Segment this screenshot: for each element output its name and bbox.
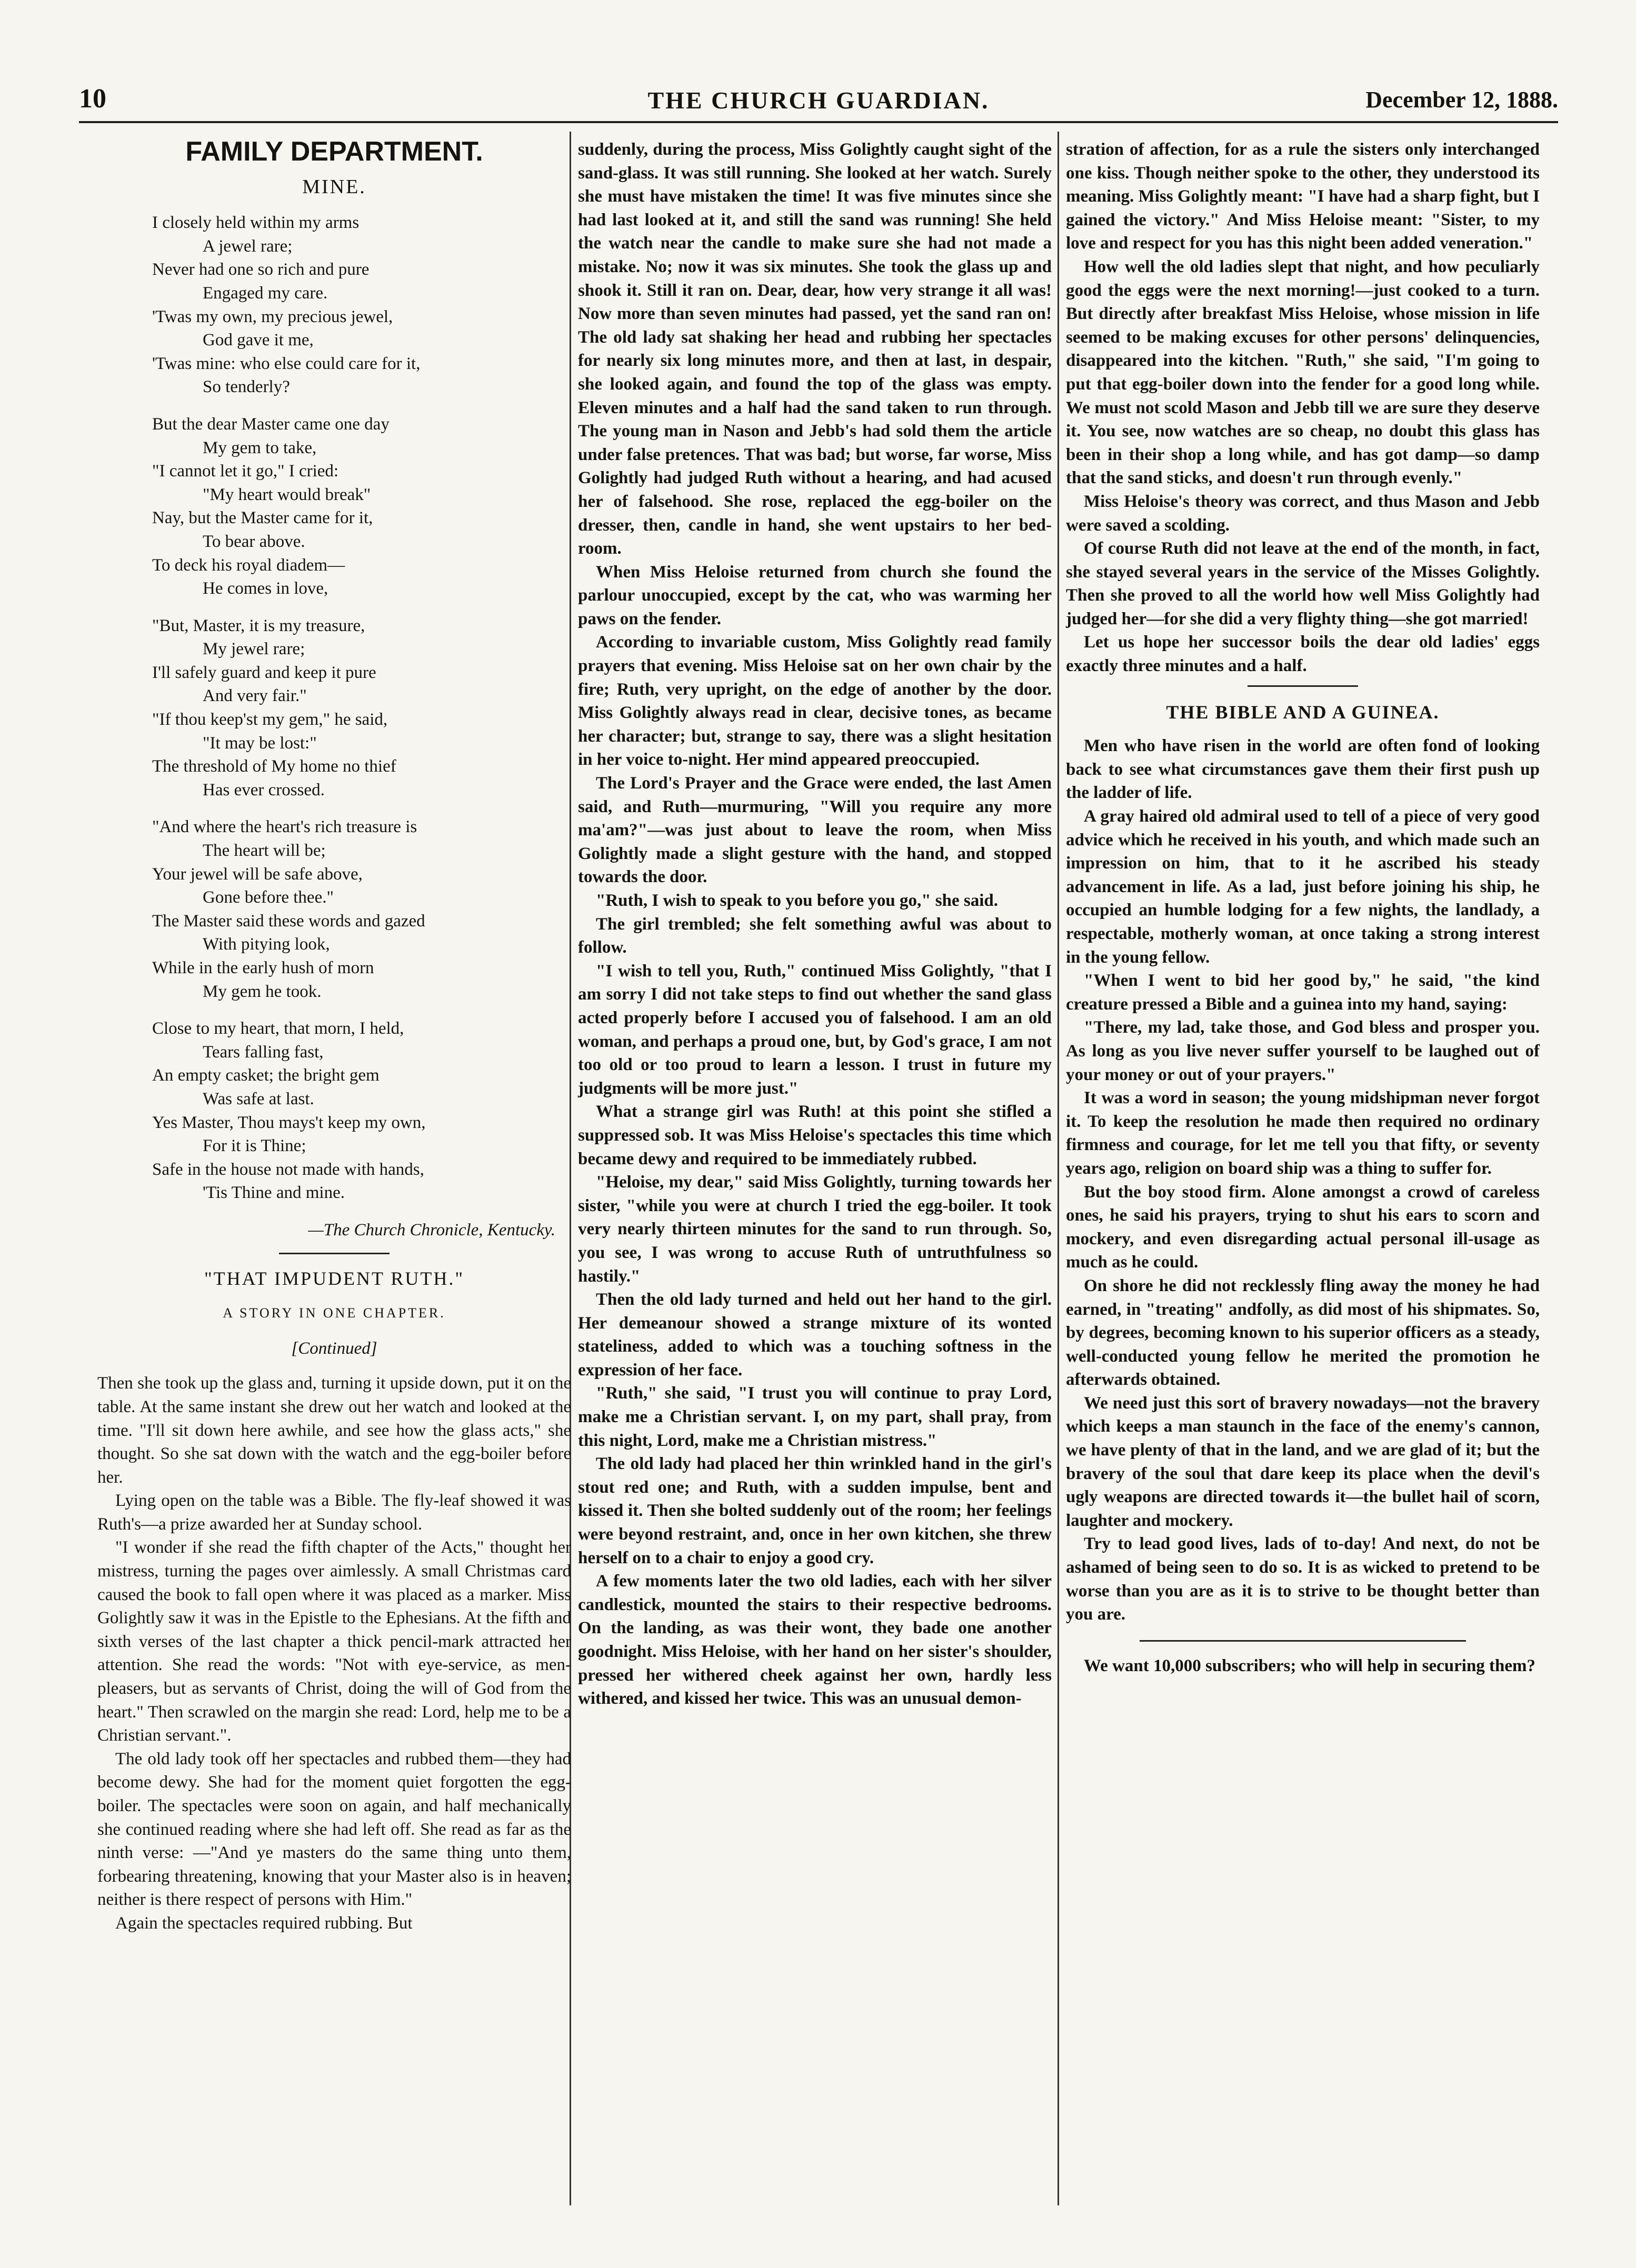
story-title: "THAT IMPUDENT RUTH." — [204, 1267, 465, 1289]
poem-line: Gone before thee." — [203, 888, 334, 907]
poem-line: Has ever crossed. — [203, 780, 325, 800]
section-divider — [279, 1253, 390, 1254]
poem-stanza — [152, 211, 571, 399]
poem-line: 'Tis Thine and mine. — [203, 1183, 345, 1203]
story-paragraph: What a strange girl was Ruth! at this point she stifled a suppressed sob. It was Miss Heloise's spectacles this time which became dewy and required to be immediately rubbed. — [578, 1102, 1052, 1168]
story-paragraph: suddenly, during the process, Miss Golightly caught sight of the sand-glass. It was still running. She looked at her watch. Surely she must have mistaken the time! It was five minutes since she had last looked at it, and still the sand was running! She held the watch near the candle to make sure she had not made a mistake. No; now it was six minutes. She took the glass up and shook it. Still it ran on. Dear, dear, how very strange it all was! Now more than seven minutes had passed, yet the sand ran on! The old lady sat shaking her head and rubbing her spectacles for nearly six long minutes more, and then at last, in despair, she looked again, and found the top of the glass was empty. Eleven minutes and a half had the sand taken to run through. The young man in Nason and Jebb's had sold them the article under false pretences. That was bad; but worse, far worse, Miss Golightly had judged Ruth without a hearing, and had acused her of falsehood. She rose, replaced the egg-boiler on the dresser, then, candle in hand, she went upstairs to her bed-room. — [578, 140, 1052, 558]
poem-line: "And where the heart's rich treasure is — [152, 817, 417, 837]
poem-line: My jewel rare; — [203, 640, 305, 659]
poem-line: A jewel rare; — [203, 236, 293, 256]
poem-line: "It may be lost:" — [203, 733, 317, 753]
poem-stanza — [152, 614, 571, 802]
story-paragraph: "I wish to tell you, Ruth," continued Miss Golightly, "that I am sorry I did not take steps to find out whether the sand glass acted properly before I accused you of falsehood. I am an old woman, and perhaps a proud one, but, by God's grace, I am not too old or too proud to learn a lesson. I trust in future my judgments will be more just." — [578, 961, 1052, 1098]
story-paragraph: Let us hope her successor boils the dear old ladies' eggs exactly three minutes and a half. — [1066, 633, 1540, 676]
poem-stanza — [152, 1017, 571, 1205]
story-paragraph: "Ruth, I wish to speak to you before you go," she said. — [596, 891, 998, 910]
page-number: 10 — [79, 84, 106, 114]
poem-line: 'Twas mine: who else could care for it, — [152, 354, 421, 373]
poem-line: Yes Master, Thou mays't keep my own, — [152, 1113, 426, 1132]
column-divider — [1058, 132, 1059, 2205]
page-header — [79, 79, 1558, 123]
poem-line: So tenderly? — [203, 377, 290, 397]
poem-line: While in the early hush of morn — [152, 958, 374, 977]
department-heading: FAMILY DEPARTMENT. — [185, 136, 483, 167]
story-paragraph: Then the old lady turned and held out her hand to the girl. Her demeanour showed a strange mixture of its wonted stateliness, added to which was a touching softness in the expression of her face. — [578, 1290, 1052, 1380]
column-2 — [578, 138, 1052, 1711]
poem-line: For it is Thine; — [203, 1136, 306, 1156]
story-paragraph: "Ruth," she said, "I trust you will continue to pray Lord, make me a Christian servant. I, on my part, shall pray, from this night, Lord, make me a Christian mistress." — [578, 1384, 1052, 1450]
poem-line: I'll safely guard and keep it pure — [152, 663, 376, 682]
column-1 — [97, 138, 571, 1935]
section-divider — [1140, 1640, 1466, 1642]
poem-stanza — [152, 413, 571, 601]
story-paragraph: According to invariable custom, Miss Golightly read family prayers that evening. Miss Heloise sat on her own chair by the fire; Ruth, very upright, on the edge of another by the door. Miss Golightly always read in clear, decisive tones, as became her character; but, strange to say, there was a slight hesitation in her voice to-night. Her mind appeared preoccupied. — [578, 633, 1052, 770]
poem — [152, 211, 571, 1205]
issue-date: December 12, 1888. — [1365, 87, 1558, 113]
poem-line: Never had one so rich and pure — [152, 260, 370, 279]
story-subtitle: A STORY IN ONE CHAPTER. — [223, 1305, 446, 1321]
story-paragraph: How well the old ladies slept that night, and how peculiarly good the eggs were the next morning!—just cooked to a turn. But directly after breakfast Miss Heloise, whose mission in life seemed to be making excuses for other persons' delinquencies, disappeared into the kitchen. "Ruth," she said, "I'm going to put that egg-boiler down into the fender for a good long while. We must not scold Mason and Jebb till we are sure they deserve it. You see, now watches are so cheap, no doubt this glass has been in their shop a long while, and has got damp—so damp that the sand sticks, and doesn't run through evenly." — [1066, 257, 1540, 488]
story-paragraph: When Miss Heloise returned from church she found the parlour unoccupied, except by the cat, who was warming her paws on the fender. — [578, 562, 1052, 628]
poem-line: "But, Master, it is my treasure, — [152, 616, 365, 635]
poem-line: "My heart would break" — [203, 485, 371, 504]
poem-line: My gem he took. — [203, 982, 322, 1001]
story-paragraph: Then she took up the glass and, turning it upside down, put it on the table. At the same instant she drew out her watch and looked at the time. "I'll sit down here awhile, and see how the glass acts," she thought. So she sat down with the watch and the egg-boiler before her. — [97, 1374, 571, 1487]
masthead-title: THE CHURCH GUARDIAN. — [647, 87, 990, 114]
poem-line: With pitying look, — [203, 935, 330, 954]
poem-credit: —The Church Chronicle, Kentucky. — [308, 1220, 555, 1240]
article-paragraph: "There, my lad, take those, and God bless and prosper you. As long as you live never suffer yourself to be laughed out of your money or out of your prayers." — [1066, 1018, 1540, 1084]
poem-line: Close to my heart, that morn, I held, — [152, 1019, 404, 1038]
article-paragraph: It was a word in season; the young midshipman never forgot it. To keep the resolution he made then required no ordinary firmness and courage, for let me tell you that fifty, or seventy years ago, religion on board ship was a thing to suffer for. — [1066, 1088, 1540, 1178]
poem-line: The Master said these words and gazed — [152, 911, 425, 931]
poem-line: Tears falling fast, — [203, 1042, 324, 1062]
story-paragraph: Lying open on the table was a Bible. The fly-leaf showed it was Ruth's—a prize awarded her at Sunday school. — [97, 1491, 571, 1534]
poem-line: An empty casket; the bright gem — [152, 1066, 380, 1085]
poem-line: 'Twas my own, my precious jewel, — [152, 307, 393, 326]
poem-line: The heart will be; — [203, 841, 326, 861]
poem-line: Safe in the house not made with hands, — [152, 1160, 424, 1179]
poem-line: God gave it me, — [203, 331, 314, 350]
poem-line: To bear above. — [203, 532, 305, 551]
poem-title: MINE. — [302, 175, 366, 198]
poem-line: Your jewel will be safe above, — [152, 864, 363, 884]
article-paragraph: A gray haired old admiral used to tell of a piece of very good advice which he received in his youth, and which made such an impression on him, that to it he ascribed his steady advancement in life. As a lad, just before joining his ship, he occupied an humble lodging for a few nights, the landlady, a respectable, motherly woman, at once taking a strong interest in the young fellow. — [1066, 807, 1540, 967]
poem-line: Engaged my care. — [203, 283, 328, 303]
poem-line: Was safe at last. — [203, 1089, 314, 1108]
poem-line: I closely held within my arms — [152, 213, 360, 233]
section-divider — [1248, 685, 1358, 687]
story-paragraph: The girl trembled; she felt something awful was about to follow. — [578, 914, 1052, 957]
article-paragraph: Men who have risen in the world are often fond of looking back to see what circumstances gave them their first push up the ladder of life. — [1066, 736, 1540, 803]
article-paragraph: We need just this sort of bravery nowadays—not the bravery which keeps a man staunch in the face of the enemy's cannon, we have plenty of that in the land, and we are glad of it; but the bravery of the soul that dare keep its place when the devil's ugly weapons are directed towards it—the bullet hail of scorn, laughter and mockery. — [1066, 1393, 1540, 1530]
story-paragraph: Again the spectacles required rubbing. But — [115, 1913, 413, 1933]
poem-line: To deck his royal diadem— — [152, 555, 345, 575]
story-paragraph: The old lady had placed her thin wrinkled hand in the girl's stout red one; and Ruth, with a sudden impulse, bent and kissed it. Then she bolted suddenly out of the room; her feelings were beyond restraint, and, once in her own kitchen, she threw herself on to a chair to enjoy a good cry. — [578, 1454, 1052, 1567]
article-paragraph: Try to lead good lives, lads of to-day! And next, do not be ashamed of being seen to do so. It is as wicked to pretend to be worse than you are as it is to strive to be thought better than you are. — [1066, 1534, 1540, 1624]
continued-note: [Continued] — [291, 1338, 377, 1358]
poem-line: But the dear Master came one day — [152, 414, 390, 434]
story-paragraph: The old lady took off her spectacles and rubbed them—they had become dewy. She had for the moment quiet forgotten the egg-boiler. The spectacles were soon on again, and half mechanically she continued reading where she had left off. She read as far as the ninth verse: —"And ye masters do the same thing unto them, forbearing threatening, knowing that your Master also is in heaven; neither is there respect of persons with Him." — [97, 1749, 571, 1910]
article-paragraph: On shore he did not recklessly fling away the money he had earned, in "treating" andfolly, as did most of his shipmates. So, by degrees, becoming known to his superior officers as a steady, well-conducted young fellow he merited the promotion he afterwards obtained. — [1066, 1276, 1540, 1390]
article-title: THE BIBLE AND A GUINEA. — [1166, 701, 1440, 723]
poem-line: He comes in love, — [203, 579, 328, 598]
poem-line: My gem to take, — [203, 438, 317, 457]
column-3 — [1066, 138, 1540, 1677]
article-paragraph: "When I went to bid her good by," he said, "the kind creature pressed a Bible and a guinea into my hand, saying: — [1066, 971, 1540, 1014]
story-paragraph: Of course Ruth did not leave at the end of the month, in fact, she stayed several years in the service of the Misses Golightly. Then she proved to all the world how well Miss Golightly had judged her—for she did a very flighty thing—she got married! — [1066, 539, 1540, 628]
story-paragraph: "I wonder if she read the fifth chapter of the Acts," thought her mistress, turning the pages over aimlessly. A small Christmas card caused the book to fall open where it was placed as a marker. Miss Golightly saw it was in the Epistle to the Ephesians. At the fifth and sixth verses of the last chapter a thick pencil-mark attracted her attention. She read the words: "Not with eye-service, as men-pleasers, but as servants of Christ, doing the will of God from the heart." Then scrawled on the margin she read: Lord, help me to be a Christian servant.". — [97, 1538, 571, 1745]
poem-stanza — [152, 815, 571, 1003]
story-paragraph: The Lord's Prayer and the Grace were ended, the last Amen said, and Ruth—murmuring, "Will you require any more ma'am?"—was just about to leave the room, when Miss Golightly made a slight gesture with the hand, and stopped towards the door. — [578, 774, 1052, 887]
poem-line: The threshold of My home no thief — [152, 757, 396, 776]
story-paragraph: "Heloise, my dear," said Miss Golightly, turning towards her sister, "while you were at church I tried the egg-boiler. It took very nearly thirteen minutes for the sand to run through. So, you see, I was wrong to accuse Ruth of untruthfulness so hastily." — [578, 1173, 1052, 1286]
story-paragraph: Miss Heloise's theory was correct, and thus Mason and Jebb were saved a scolding. — [1066, 492, 1540, 535]
article-paragraph: But the boy stood firm. Alone amongst a crowd of careless ones, he said his prayers, trying to shut his ears to scorn and mockery, and even disregarding actual personal ill-usage as much as he could. — [1066, 1182, 1540, 1272]
poem-line: And very fair." — [203, 686, 307, 706]
story-paragraph: stration of affection, for as a rule the sisters only interchanged one kiss. Though neither spoke to the other, they understood its meaning. Miss Golightly meant: "I have had a sharp fight, but I gained the victory." And Miss Heloise meant: "Sister, to my love and respect for you has this night been added veneration." — [1066, 140, 1540, 253]
poem-line: "If thou keep'st my gem," he said, — [152, 710, 388, 730]
poem-line: "I cannot let it go," I cried: — [152, 462, 339, 481]
poem-line: Nay, but the Master came for it, — [152, 508, 373, 528]
subscriber-appeal: We want 10,000 subscribers; who will help in securing them? — [1084, 1656, 1536, 1675]
story-paragraph: A few moments later the two old ladies, each with her silver candlestick, mounted the stairs to their respective bedrooms. On the landing, as was their wont, they bade one another goodnight. Miss Heloise, with her hand on her sister's shoulder, pressed her withered cheek against her own, hardly less withered, and kissed her twice. This was an unusual demon- — [578, 1572, 1052, 1709]
